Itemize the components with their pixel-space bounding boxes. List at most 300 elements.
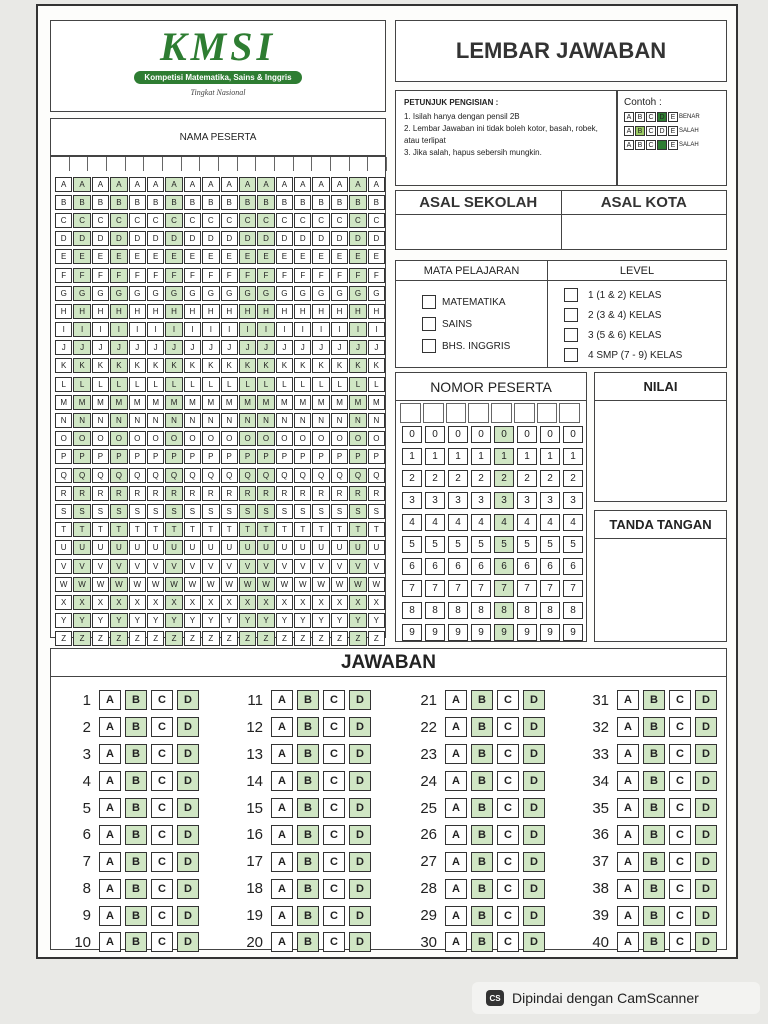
name-bubble[interactable]: S bbox=[129, 504, 146, 519]
name-bubble[interactable]: I bbox=[165, 322, 182, 337]
name-bubble[interactable]: L bbox=[92, 377, 109, 392]
name-bubble[interactable]: T bbox=[239, 522, 256, 537]
name-bubble[interactable]: O bbox=[165, 431, 182, 446]
name-bubble[interactable]: A bbox=[257, 177, 274, 192]
answer-bubble[interactable]: B bbox=[471, 717, 493, 737]
nomor-bubble[interactable]: 6 bbox=[517, 558, 537, 575]
answer-bubble[interactable]: B bbox=[643, 879, 665, 899]
name-bubble[interactable]: K bbox=[92, 358, 109, 373]
answer-bubble[interactable]: D bbox=[349, 744, 371, 764]
name-bubble[interactable]: T bbox=[147, 522, 164, 537]
nomor-digit-cell[interactable] bbox=[537, 403, 558, 423]
subject-checkbox[interactable] bbox=[422, 295, 436, 309]
name-bubble[interactable]: K bbox=[331, 358, 348, 373]
name-bubble[interactable]: A bbox=[55, 177, 72, 192]
name-bubble[interactable]: T bbox=[331, 522, 348, 537]
answer-bubble[interactable]: A bbox=[271, 690, 293, 710]
answer-bubble[interactable]: B bbox=[297, 690, 319, 710]
name-bubble[interactable]: G bbox=[239, 286, 256, 301]
name-bubble[interactable]: Z bbox=[239, 631, 256, 646]
nomor-bubble[interactable]: 3 bbox=[448, 492, 468, 509]
name-bubble[interactable]: K bbox=[73, 358, 90, 373]
nomor-digit-cell[interactable] bbox=[559, 403, 580, 423]
name-bubble[interactable]: D bbox=[239, 231, 256, 246]
nomor-bubble[interactable]: 3 bbox=[471, 492, 491, 509]
nomor-bubble[interactable]: 0 bbox=[540, 426, 560, 443]
nomor-bubble[interactable]: 3 bbox=[517, 492, 537, 509]
name-bubble[interactable]: F bbox=[294, 268, 311, 283]
answer-bubble[interactable]: C bbox=[669, 717, 691, 737]
nomor-bubble[interactable]: 0 bbox=[402, 426, 422, 443]
nomor-bubble[interactable]: 4 bbox=[494, 514, 514, 531]
name-bubble[interactable]: D bbox=[368, 231, 385, 246]
name-bubble[interactable]: M bbox=[276, 395, 293, 410]
answer-bubble[interactable]: B bbox=[297, 932, 319, 952]
answer-bubble[interactable]: B bbox=[125, 906, 147, 926]
answer-bubble[interactable]: A bbox=[271, 879, 293, 899]
name-bubble[interactable]: E bbox=[349, 249, 366, 264]
answer-bubble[interactable]: C bbox=[497, 906, 519, 926]
name-bubble[interactable]: M bbox=[110, 395, 127, 410]
name-bubble[interactable]: V bbox=[276, 559, 293, 574]
name-bubble[interactable]: H bbox=[110, 304, 127, 319]
name-bubble[interactable]: D bbox=[55, 231, 72, 246]
name-bubble[interactable]: W bbox=[349, 577, 366, 592]
name-bubble[interactable]: T bbox=[73, 522, 90, 537]
answer-bubble[interactable]: D bbox=[695, 932, 717, 952]
answer-bubble[interactable]: D bbox=[177, 798, 199, 818]
answer-bubble[interactable]: B bbox=[643, 717, 665, 737]
name-bubble[interactable]: T bbox=[294, 522, 311, 537]
answer-bubble[interactable]: D bbox=[523, 906, 545, 926]
name-bubble[interactable]: Q bbox=[312, 468, 329, 483]
nomor-bubble[interactable]: 9 bbox=[494, 624, 514, 641]
answer-bubble[interactable]: B bbox=[125, 879, 147, 899]
nomor-bubble[interactable]: 0 bbox=[425, 426, 445, 443]
answer-bubble[interactable]: C bbox=[151, 879, 173, 899]
answer-bubble[interactable]: D bbox=[177, 906, 199, 926]
name-bubble[interactable]: Z bbox=[294, 631, 311, 646]
name-bubble[interactable]: J bbox=[349, 340, 366, 355]
name-bubble[interactable]: H bbox=[129, 304, 146, 319]
answer-bubble[interactable]: C bbox=[151, 690, 173, 710]
name-bubble[interactable]: J bbox=[221, 340, 238, 355]
name-bubble[interactable]: Q bbox=[331, 468, 348, 483]
name-bubble[interactable]: V bbox=[129, 559, 146, 574]
name-bubble[interactable]: Y bbox=[184, 613, 201, 628]
name-bubble[interactable]: H bbox=[147, 304, 164, 319]
name-bubble[interactable]: M bbox=[368, 395, 385, 410]
name-bubble[interactable]: E bbox=[239, 249, 256, 264]
name-bubble[interactable]: S bbox=[276, 504, 293, 519]
name-bubble[interactable]: Q bbox=[257, 468, 274, 483]
answer-bubble[interactable]: C bbox=[151, 852, 173, 872]
name-bubble[interactable]: Y bbox=[294, 613, 311, 628]
name-letter-cell[interactable] bbox=[350, 157, 369, 171]
name-bubble[interactable]: F bbox=[257, 268, 274, 283]
name-bubble[interactable]: Z bbox=[92, 631, 109, 646]
name-bubble[interactable]: G bbox=[331, 286, 348, 301]
name-bubble[interactable]: L bbox=[165, 377, 182, 392]
name-bubble[interactable]: R bbox=[368, 486, 385, 501]
name-bubble[interactable]: R bbox=[202, 486, 219, 501]
name-bubble[interactable]: C bbox=[349, 213, 366, 228]
name-bubble[interactable]: L bbox=[110, 377, 127, 392]
name-bubble[interactable]: C bbox=[147, 213, 164, 228]
answer-bubble[interactable]: D bbox=[523, 771, 545, 791]
name-bubble[interactable]: Y bbox=[110, 613, 127, 628]
name-bubble[interactable]: Y bbox=[129, 613, 146, 628]
nomor-bubble[interactable]: 6 bbox=[540, 558, 560, 575]
nomor-bubble[interactable]: 7 bbox=[448, 580, 468, 597]
name-bubble[interactable]: C bbox=[239, 213, 256, 228]
name-letter-cell[interactable] bbox=[219, 157, 238, 171]
name-bubble[interactable]: M bbox=[312, 395, 329, 410]
nomor-bubble[interactable]: 7 bbox=[563, 580, 583, 597]
name-bubble[interactable]: B bbox=[110, 195, 127, 210]
name-bubble[interactable]: X bbox=[110, 595, 127, 610]
name-bubble[interactable]: D bbox=[110, 231, 127, 246]
name-bubble[interactable]: J bbox=[239, 340, 256, 355]
name-bubble[interactable]: B bbox=[147, 195, 164, 210]
name-bubble[interactable]: N bbox=[239, 413, 256, 428]
name-bubble[interactable]: L bbox=[349, 377, 366, 392]
name-bubble[interactable]: Q bbox=[165, 468, 182, 483]
name-bubble[interactable]: B bbox=[55, 195, 72, 210]
nomor-bubble[interactable]: 7 bbox=[425, 580, 445, 597]
answer-bubble[interactable]: A bbox=[99, 798, 121, 818]
name-bubble[interactable]: J bbox=[276, 340, 293, 355]
name-bubble[interactable]: R bbox=[331, 486, 348, 501]
nomor-bubble[interactable]: 9 bbox=[448, 624, 468, 641]
name-bubble[interactable]: D bbox=[257, 231, 274, 246]
name-bubble[interactable]: U bbox=[55, 540, 72, 555]
nomor-bubble[interactable]: 2 bbox=[517, 470, 537, 487]
name-bubble[interactable]: T bbox=[312, 522, 329, 537]
name-bubble[interactable]: Q bbox=[368, 468, 385, 483]
answer-bubble[interactable]: D bbox=[695, 717, 717, 737]
name-bubble[interactable]: W bbox=[221, 577, 238, 592]
nomor-digit-cell[interactable] bbox=[423, 403, 444, 423]
nomor-bubble[interactable]: 6 bbox=[563, 558, 583, 575]
name-bubble[interactable]: X bbox=[331, 595, 348, 610]
name-bubble[interactable]: K bbox=[349, 358, 366, 373]
name-bubble[interactable]: E bbox=[129, 249, 146, 264]
name-bubble[interactable]: J bbox=[165, 340, 182, 355]
name-bubble[interactable]: E bbox=[221, 249, 238, 264]
name-letter-cell[interactable] bbox=[256, 157, 275, 171]
answer-bubble[interactable]: C bbox=[497, 690, 519, 710]
name-bubble[interactable]: K bbox=[257, 358, 274, 373]
name-bubble[interactable]: V bbox=[184, 559, 201, 574]
name-bubble[interactable]: U bbox=[368, 540, 385, 555]
answer-bubble[interactable]: B bbox=[471, 798, 493, 818]
name-bubble[interactable]: C bbox=[184, 213, 201, 228]
name-bubble[interactable]: L bbox=[73, 377, 90, 392]
name-bubble[interactable]: Y bbox=[55, 613, 72, 628]
name-bubble[interactable]: N bbox=[276, 413, 293, 428]
name-bubble[interactable]: I bbox=[294, 322, 311, 337]
name-bubble[interactable]: W bbox=[55, 577, 72, 592]
name-bubble[interactable]: H bbox=[368, 304, 385, 319]
name-bubble[interactable]: H bbox=[221, 304, 238, 319]
answer-bubble[interactable]: C bbox=[323, 825, 345, 845]
name-bubble[interactable]: F bbox=[165, 268, 182, 283]
answer-bubble[interactable]: A bbox=[617, 690, 639, 710]
name-bubble[interactable]: I bbox=[202, 322, 219, 337]
name-bubble[interactable]: W bbox=[294, 577, 311, 592]
name-bubble[interactable]: N bbox=[129, 413, 146, 428]
name-bubble[interactable]: Y bbox=[331, 613, 348, 628]
name-bubble[interactable]: I bbox=[110, 322, 127, 337]
nomor-bubble[interactable]: 7 bbox=[494, 580, 514, 597]
name-bubble[interactable]: H bbox=[276, 304, 293, 319]
name-bubble[interactable]: Z bbox=[331, 631, 348, 646]
name-bubble[interactable]: P bbox=[349, 449, 366, 464]
name-bubble[interactable]: V bbox=[349, 559, 366, 574]
name-bubble[interactable]: I bbox=[276, 322, 293, 337]
name-bubble[interactable]: X bbox=[92, 595, 109, 610]
subject-checkbox[interactable] bbox=[422, 317, 436, 331]
answer-bubble[interactable]: A bbox=[445, 879, 467, 899]
answer-bubble[interactable]: A bbox=[271, 771, 293, 791]
name-bubble[interactable]: J bbox=[92, 340, 109, 355]
answer-bubble[interactable]: B bbox=[643, 798, 665, 818]
nomor-bubble[interactable]: 6 bbox=[425, 558, 445, 575]
name-bubble[interactable]: X bbox=[202, 595, 219, 610]
nomor-digit-cell[interactable] bbox=[491, 403, 512, 423]
name-bubble[interactable]: C bbox=[257, 213, 274, 228]
name-bubble[interactable]: Z bbox=[312, 631, 329, 646]
answer-bubble[interactable]: C bbox=[151, 744, 173, 764]
name-bubble[interactable]: A bbox=[92, 177, 109, 192]
answer-bubble[interactable]: D bbox=[349, 906, 371, 926]
name-bubble[interactable]: Q bbox=[349, 468, 366, 483]
name-bubble[interactable]: B bbox=[349, 195, 366, 210]
name-bubble[interactable]: P bbox=[202, 449, 219, 464]
name-bubble[interactable]: K bbox=[165, 358, 182, 373]
answer-bubble[interactable]: B bbox=[125, 798, 147, 818]
name-bubble[interactable]: R bbox=[221, 486, 238, 501]
name-bubble[interactable]: A bbox=[221, 177, 238, 192]
name-bubble[interactable]: X bbox=[221, 595, 238, 610]
answer-bubble[interactable]: C bbox=[497, 932, 519, 952]
name-bubble[interactable]: H bbox=[239, 304, 256, 319]
answer-bubble[interactable]: C bbox=[669, 906, 691, 926]
name-bubble[interactable]: E bbox=[73, 249, 90, 264]
name-bubble[interactable]: Y bbox=[73, 613, 90, 628]
name-bubble[interactable]: A bbox=[368, 177, 385, 192]
name-bubble[interactable]: M bbox=[331, 395, 348, 410]
name-bubble[interactable]: M bbox=[129, 395, 146, 410]
name-bubble[interactable]: A bbox=[129, 177, 146, 192]
name-bubble[interactable]: A bbox=[349, 177, 366, 192]
name-bubble[interactable]: Y bbox=[147, 613, 164, 628]
name-bubble[interactable]: D bbox=[73, 231, 90, 246]
name-bubble[interactable]: U bbox=[73, 540, 90, 555]
nomor-bubble[interactable]: 5 bbox=[448, 536, 468, 553]
name-bubble[interactable]: V bbox=[92, 559, 109, 574]
nomor-bubble[interactable]: 8 bbox=[540, 602, 560, 619]
name-bubble[interactable]: K bbox=[110, 358, 127, 373]
name-bubble[interactable]: P bbox=[92, 449, 109, 464]
name-bubble[interactable]: F bbox=[202, 268, 219, 283]
nomor-digit-cell[interactable] bbox=[514, 403, 535, 423]
name-bubble[interactable]: X bbox=[294, 595, 311, 610]
answer-bubble[interactable]: B bbox=[643, 744, 665, 764]
answer-bubble[interactable]: B bbox=[125, 771, 147, 791]
name-bubble[interactable]: O bbox=[349, 431, 366, 446]
name-bubble[interactable]: I bbox=[147, 322, 164, 337]
name-bubble[interactable]: X bbox=[165, 595, 182, 610]
name-bubble[interactable]: E bbox=[202, 249, 219, 264]
name-bubble[interactable]: U bbox=[221, 540, 238, 555]
answer-bubble[interactable]: B bbox=[643, 825, 665, 845]
answer-bubble[interactable]: C bbox=[323, 717, 345, 737]
name-bubble[interactable]: F bbox=[349, 268, 366, 283]
name-bubble[interactable]: P bbox=[312, 449, 329, 464]
answer-bubble[interactable]: D bbox=[177, 879, 199, 899]
name-bubble[interactable]: F bbox=[147, 268, 164, 283]
answer-bubble[interactable]: D bbox=[523, 825, 545, 845]
name-bubble[interactable]: Y bbox=[349, 613, 366, 628]
name-bubble[interactable]: Z bbox=[221, 631, 238, 646]
name-bubble[interactable]: E bbox=[165, 249, 182, 264]
name-bubble[interactable]: C bbox=[129, 213, 146, 228]
name-bubble[interactable]: L bbox=[331, 377, 348, 392]
name-bubble[interactable]: G bbox=[147, 286, 164, 301]
answer-bubble[interactable]: A bbox=[271, 932, 293, 952]
name-bubble[interactable]: N bbox=[349, 413, 366, 428]
name-bubble[interactable]: K bbox=[147, 358, 164, 373]
answer-bubble[interactable]: C bbox=[151, 798, 173, 818]
name-bubble[interactable]: P bbox=[129, 449, 146, 464]
name-bubble[interactable]: N bbox=[202, 413, 219, 428]
name-bubble[interactable]: S bbox=[147, 504, 164, 519]
answer-bubble[interactable]: C bbox=[323, 906, 345, 926]
name-bubble[interactable]: A bbox=[147, 177, 164, 192]
answer-bubble[interactable]: A bbox=[99, 690, 121, 710]
nomor-bubble[interactable]: 3 bbox=[563, 492, 583, 509]
answer-bubble[interactable]: C bbox=[151, 825, 173, 845]
name-bubble[interactable]: E bbox=[312, 249, 329, 264]
name-bubble[interactable]: G bbox=[276, 286, 293, 301]
nomor-bubble[interactable]: 2 bbox=[448, 470, 468, 487]
nomor-bubble[interactable]: 4 bbox=[425, 514, 445, 531]
nomor-bubble[interactable]: 3 bbox=[540, 492, 560, 509]
nomor-bubble[interactable]: 1 bbox=[471, 448, 491, 465]
name-bubble[interactable]: O bbox=[110, 431, 127, 446]
name-bubble[interactable]: V bbox=[368, 559, 385, 574]
name-bubble[interactable]: Y bbox=[276, 613, 293, 628]
name-bubble[interactable]: C bbox=[331, 213, 348, 228]
name-bubble[interactable]: C bbox=[312, 213, 329, 228]
name-bubble[interactable]: E bbox=[184, 249, 201, 264]
nomor-bubble[interactable]: 3 bbox=[402, 492, 422, 509]
name-bubble[interactable]: O bbox=[257, 431, 274, 446]
name-bubble[interactable]: D bbox=[165, 231, 182, 246]
name-letter-cell[interactable] bbox=[200, 157, 219, 171]
name-bubble[interactable]: V bbox=[221, 559, 238, 574]
name-bubble[interactable]: P bbox=[257, 449, 274, 464]
answer-bubble[interactable]: B bbox=[471, 825, 493, 845]
name-bubble[interactable]: J bbox=[73, 340, 90, 355]
answer-bubble[interactable]: D bbox=[695, 879, 717, 899]
name-letter-cell[interactable] bbox=[294, 157, 313, 171]
name-bubble[interactable]: Y bbox=[239, 613, 256, 628]
name-bubble[interactable]: G bbox=[221, 286, 238, 301]
answer-bubble[interactable]: A bbox=[445, 690, 467, 710]
answer-bubble[interactable]: C bbox=[323, 744, 345, 764]
answer-bubble[interactable]: B bbox=[125, 932, 147, 952]
nomor-bubble[interactable]: 2 bbox=[402, 470, 422, 487]
name-bubble[interactable]: V bbox=[257, 559, 274, 574]
nomor-bubble[interactable]: 0 bbox=[494, 426, 514, 443]
name-bubble[interactable]: V bbox=[73, 559, 90, 574]
name-bubble[interactable]: M bbox=[202, 395, 219, 410]
nomor-bubble[interactable]: 0 bbox=[563, 426, 583, 443]
name-bubble[interactable]: X bbox=[349, 595, 366, 610]
answer-bubble[interactable]: A bbox=[99, 932, 121, 952]
answer-bubble[interactable]: D bbox=[523, 744, 545, 764]
name-bubble[interactable]: G bbox=[184, 286, 201, 301]
answer-bubble[interactable]: D bbox=[523, 717, 545, 737]
name-bubble[interactable]: O bbox=[368, 431, 385, 446]
name-bubble[interactable]: L bbox=[147, 377, 164, 392]
name-bubble[interactable]: E bbox=[55, 249, 72, 264]
name-bubble[interactable]: H bbox=[55, 304, 72, 319]
name-bubble[interactable]: P bbox=[331, 449, 348, 464]
nomor-bubble[interactable]: 5 bbox=[517, 536, 537, 553]
name-bubble[interactable]: Z bbox=[257, 631, 274, 646]
nomor-bubble[interactable]: 0 bbox=[517, 426, 537, 443]
name-bubble[interactable]: L bbox=[294, 377, 311, 392]
answer-bubble[interactable]: A bbox=[271, 852, 293, 872]
name-bubble[interactable]: C bbox=[92, 213, 109, 228]
nomor-bubble[interactable]: 8 bbox=[471, 602, 491, 619]
answer-bubble[interactable]: D bbox=[177, 825, 199, 845]
answer-bubble[interactable]: C bbox=[669, 771, 691, 791]
name-letter-cell[interactable] bbox=[88, 157, 107, 171]
name-bubble[interactable]: C bbox=[221, 213, 238, 228]
name-bubble[interactable]: Y bbox=[202, 613, 219, 628]
nomor-bubble[interactable]: 1 bbox=[448, 448, 468, 465]
nomor-bubble[interactable]: 4 bbox=[402, 514, 422, 531]
answer-bubble[interactable]: D bbox=[349, 798, 371, 818]
name-bubble[interactable]: D bbox=[312, 231, 329, 246]
name-bubble[interactable]: J bbox=[257, 340, 274, 355]
nomor-bubble[interactable]: 4 bbox=[448, 514, 468, 531]
name-bubble[interactable]: R bbox=[55, 486, 72, 501]
name-bubble[interactable]: J bbox=[294, 340, 311, 355]
name-bubble[interactable]: L bbox=[239, 377, 256, 392]
nomor-bubble[interactable]: 1 bbox=[563, 448, 583, 465]
answer-bubble[interactable]: D bbox=[349, 879, 371, 899]
name-bubble[interactable]: Y bbox=[368, 613, 385, 628]
name-bubble[interactable]: C bbox=[110, 213, 127, 228]
name-bubble[interactable]: H bbox=[331, 304, 348, 319]
answer-bubble[interactable]: C bbox=[151, 906, 173, 926]
name-bubble[interactable]: R bbox=[73, 486, 90, 501]
name-bubble[interactable]: W bbox=[147, 577, 164, 592]
name-bubble[interactable]: B bbox=[184, 195, 201, 210]
name-bubble[interactable]: F bbox=[368, 268, 385, 283]
name-bubble[interactable]: R bbox=[147, 486, 164, 501]
nomor-bubble[interactable]: 6 bbox=[402, 558, 422, 575]
name-letter-cell[interactable] bbox=[182, 157, 201, 171]
name-bubble[interactable]: Z bbox=[202, 631, 219, 646]
name-bubble[interactable]: V bbox=[331, 559, 348, 574]
